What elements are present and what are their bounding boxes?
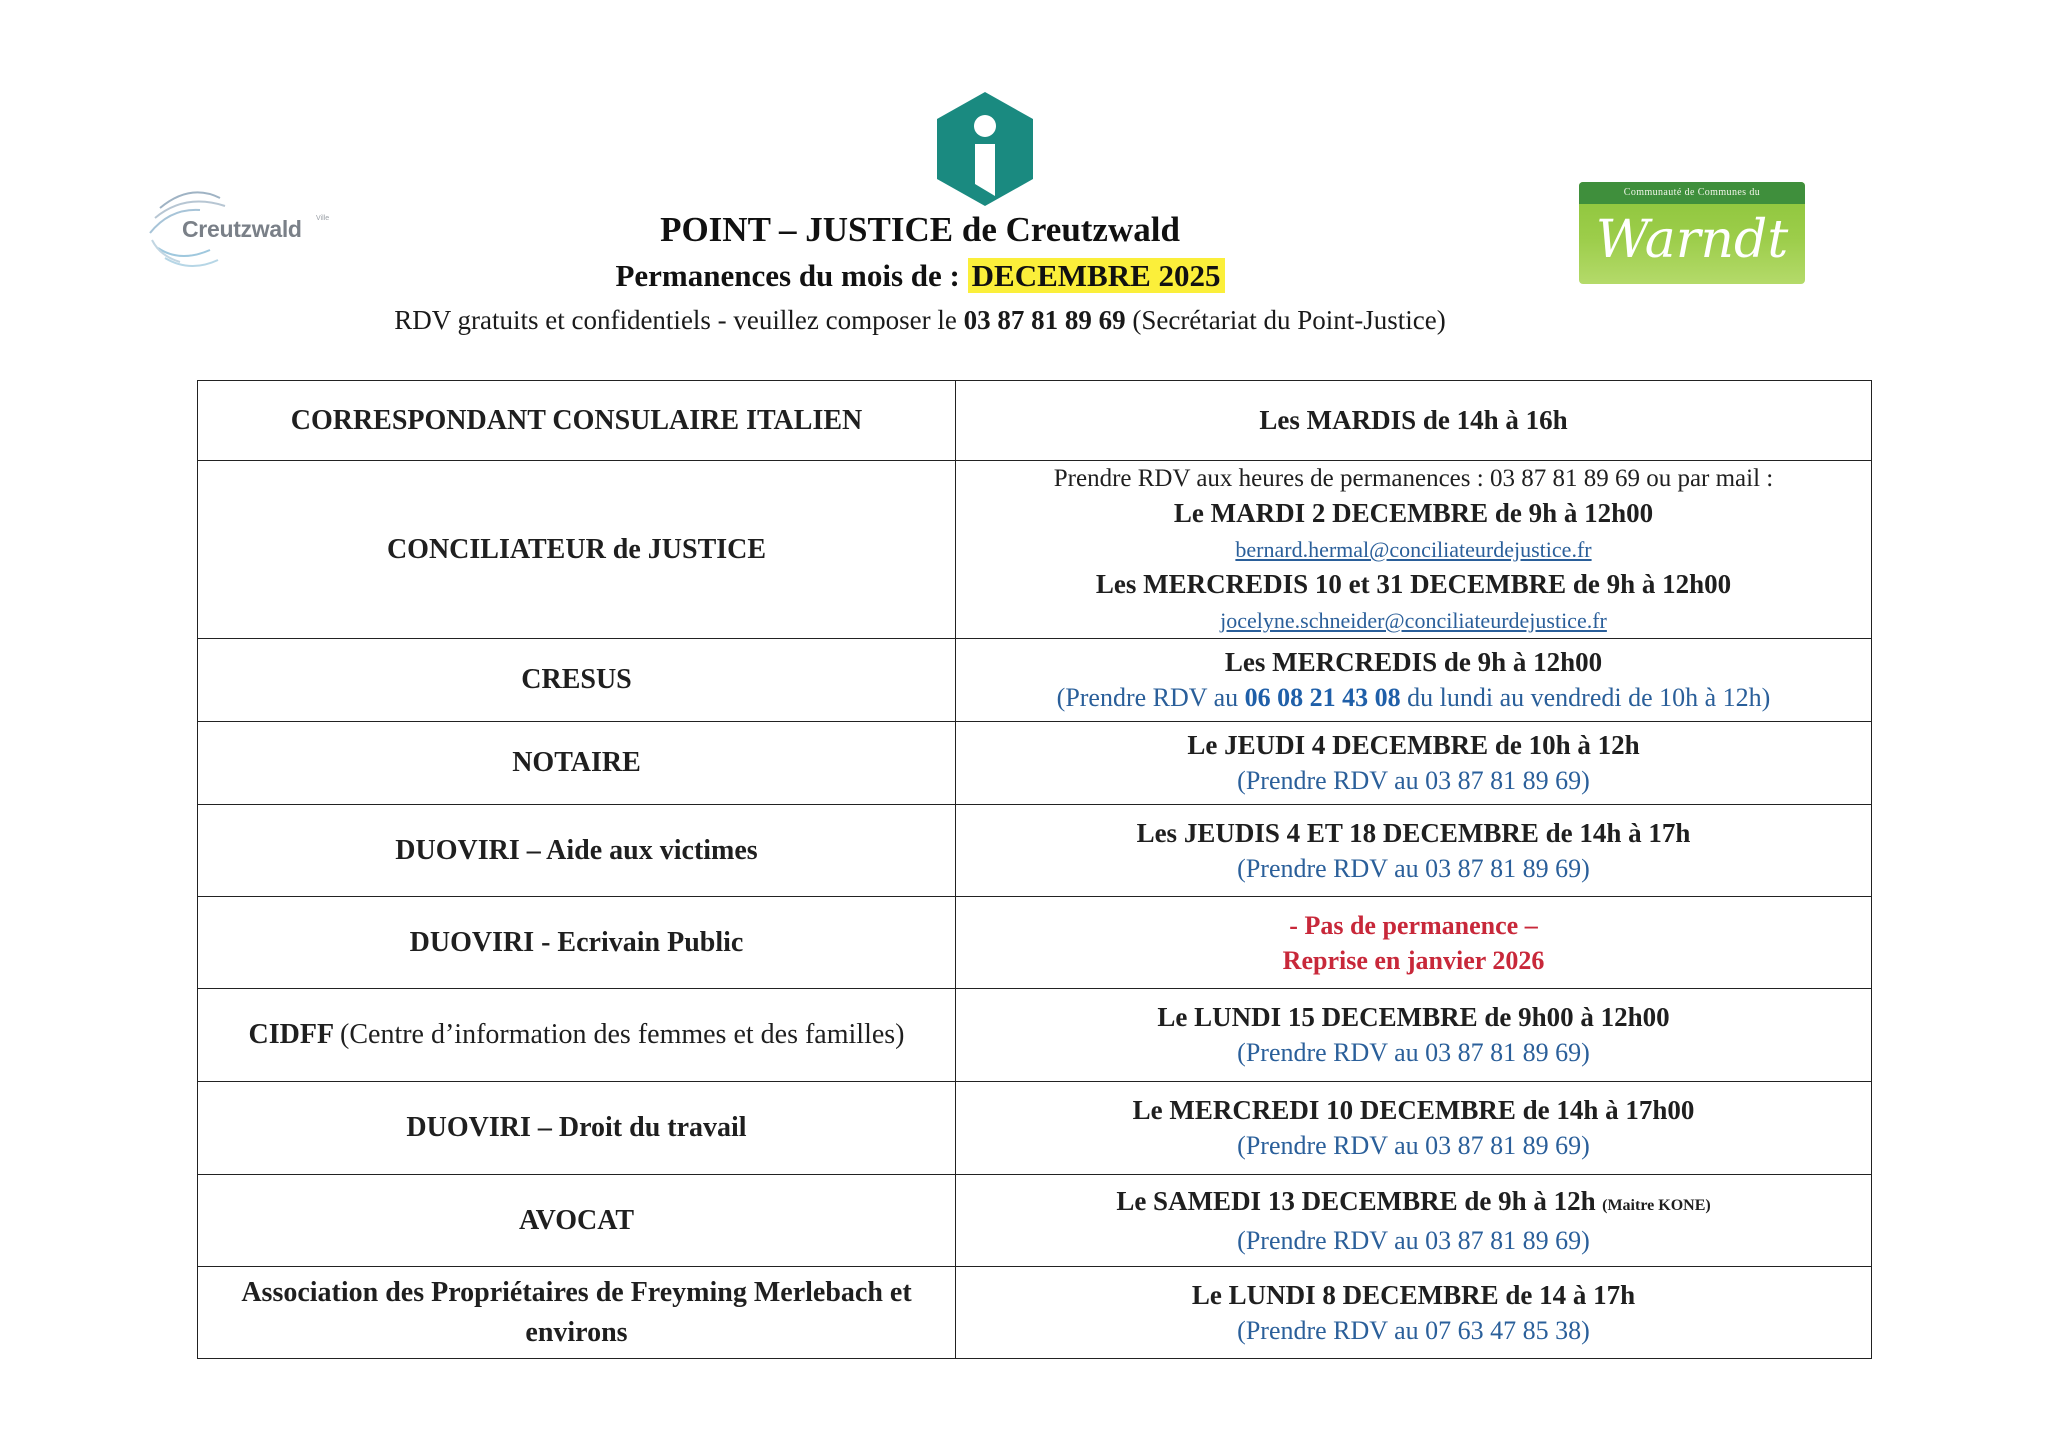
schedule-text: Le MARDI 2 DECEMBRE de 9h à 12h00	[1173, 498, 1654, 528]
service-line: Association des Propriétaires de Freyming Merlebach et	[241, 1276, 912, 1308]
schedule-text: Le LUNDI 8 DECEMBRE de 14 à 17h	[1191, 1279, 1636, 1310]
note-suffix: du lundi au vendredi de 10h à 12h)	[1407, 683, 1771, 712]
service-cell: DUOVIRI – Droit du travail	[198, 1082, 956, 1175]
warndt-logo-band-text: Communauté de Communes du	[1623, 187, 1761, 198]
no-permanence-text: - Pas de permanence –	[1289, 910, 1538, 940]
note-prefix: (Prendre RDV au	[1056, 683, 1239, 712]
service-cell: DUOVIRI – Aide aux victimes	[198, 805, 956, 897]
schedule-cell	[956, 1175, 1872, 1267]
service-description: (Centre d’information des femmes et des familles)	[340, 1019, 905, 1050]
appointment-note: (Prendre RDV au 03 87 81 89 69)	[1237, 1131, 1590, 1160]
schedule-cell	[956, 639, 1872, 722]
subtitle-prefix: Permanences du mois de :	[615, 258, 960, 293]
schedule-text: Les MARDIS de 14h à 16h	[1259, 405, 1568, 435]
schedule-cell	[956, 381, 1872, 461]
table-row	[198, 461, 1872, 639]
schedule-text: Le MERCREDI 10 DECEMBRE de 14h à 17h00	[1132, 1095, 1695, 1125]
service-cell: AVOCAT	[198, 1175, 956, 1267]
appointment-note: (Prendre RDV au 03 87 81 89 69)	[1237, 766, 1590, 795]
appointment-note: (Prendre RDV au 03 87 81 89 69)	[1237, 1038, 1590, 1067]
table-row	[198, 1175, 1872, 1267]
service-cell: CORRESPONDANT CONSULAIRE ITALIEN	[198, 381, 956, 461]
service-cell: CONCILIATEUR de JUSTICE	[198, 461, 956, 639]
contact-suffix: (Secrétariat du Point-Justice)	[1132, 305, 1446, 335]
table-row	[198, 1082, 1872, 1175]
service-cell: DUOVIRI - Ecrivain Public	[198, 897, 956, 989]
schedule-text: Le SAMEDI 13 DECEMBRE de 9h à 12h	[1116, 1185, 1596, 1216]
table-row	[198, 639, 1872, 722]
schedule-text: Les MERCREDIS 10 et 31 DECEMBRE de 9h à 12h00	[1095, 569, 1732, 599]
page-subtitle	[0, 258, 1840, 294]
table-row	[198, 722, 1872, 805]
service-cell	[198, 1267, 956, 1359]
schedule-text: Le JEUDI 4 DECEMBRE de 10h à 12h	[1187, 730, 1640, 760]
lawyer-name: (Maitre KONE)	[1602, 1196, 1711, 1214]
table-row	[198, 897, 1872, 989]
schedule-cell	[956, 1082, 1872, 1175]
table-row	[198, 381, 1872, 461]
contact-phone: 03 87 81 89 69	[963, 305, 1126, 335]
schedule-cell	[956, 805, 1872, 897]
email-link[interactable]: bernard.hermal@conciliateurdejustice.fr	[1235, 537, 1592, 562]
point-justice-logo	[932, 88, 1038, 210]
schedule-text: Le LUNDI 15 DECEMBRE de 9h00 à 12h00	[1157, 1002, 1670, 1032]
appointment-note: (Prendre RDV au 03 87 81 89 69)	[1237, 853, 1590, 883]
schedule-cell	[956, 722, 1872, 805]
appointment-note: (Prendre RDV au 07 63 47 85 38)	[1237, 1315, 1590, 1345]
appointment-note: (Prendre RDV au 03 87 81 89 69)	[1237, 1225, 1590, 1255]
service-cell: NOTAIRE	[198, 722, 956, 805]
schedule-cell	[956, 989, 1872, 1082]
schedule-text: Les JEUDIS 4 ET 18 DECEMBRE de 14h à 17h	[1136, 817, 1691, 848]
resume-date-text: Reprise en janvier 2026	[1282, 945, 1545, 975]
table-row	[198, 1267, 1872, 1359]
warndt-logo-text: Warndt	[1595, 210, 1789, 270]
schedule-cell	[956, 1267, 1872, 1359]
contact-prefix: RDV gratuits et confidentiels - veuillez composer le	[394, 305, 957, 335]
page-title: POINT – JUSTICE de Creutzwald	[660, 210, 1180, 249]
service-line: environs	[525, 1316, 628, 1348]
schedule-cell	[956, 897, 1872, 989]
table-row	[198, 805, 1872, 897]
schedule-table	[197, 380, 1872, 1359]
highlighted-month: DECEMBRE 2025	[968, 258, 1225, 293]
schedule-intro: Prendre RDV aux heures de permanences : 03 87 81 89 69 ou par mail :	[1053, 465, 1774, 492]
schedule-line	[966, 1184, 1861, 1223]
contact-line	[0, 305, 1840, 336]
creutzwald-logo-text: Creutzwald	[182, 216, 302, 242]
info-hexagon-icon	[932, 88, 1038, 210]
service-acronym: CIDFF	[248, 1019, 334, 1050]
service-cell	[198, 989, 956, 1082]
appointment-note	[966, 680, 1861, 715]
schedule-text: Les MERCREDIS de 9h à 12h00	[1224, 647, 1603, 677]
service-cell: CRESUS	[198, 639, 956, 722]
email-link[interactable]: jocelyne.schneider@conciliateurdejustice.fr	[1220, 608, 1607, 633]
schedule-cell	[956, 461, 1872, 639]
table-row	[198, 989, 1872, 1082]
creutzwald-logo-sub: Ville	[316, 215, 330, 222]
note-phone: 06 08 21 43 08	[1244, 683, 1401, 712]
